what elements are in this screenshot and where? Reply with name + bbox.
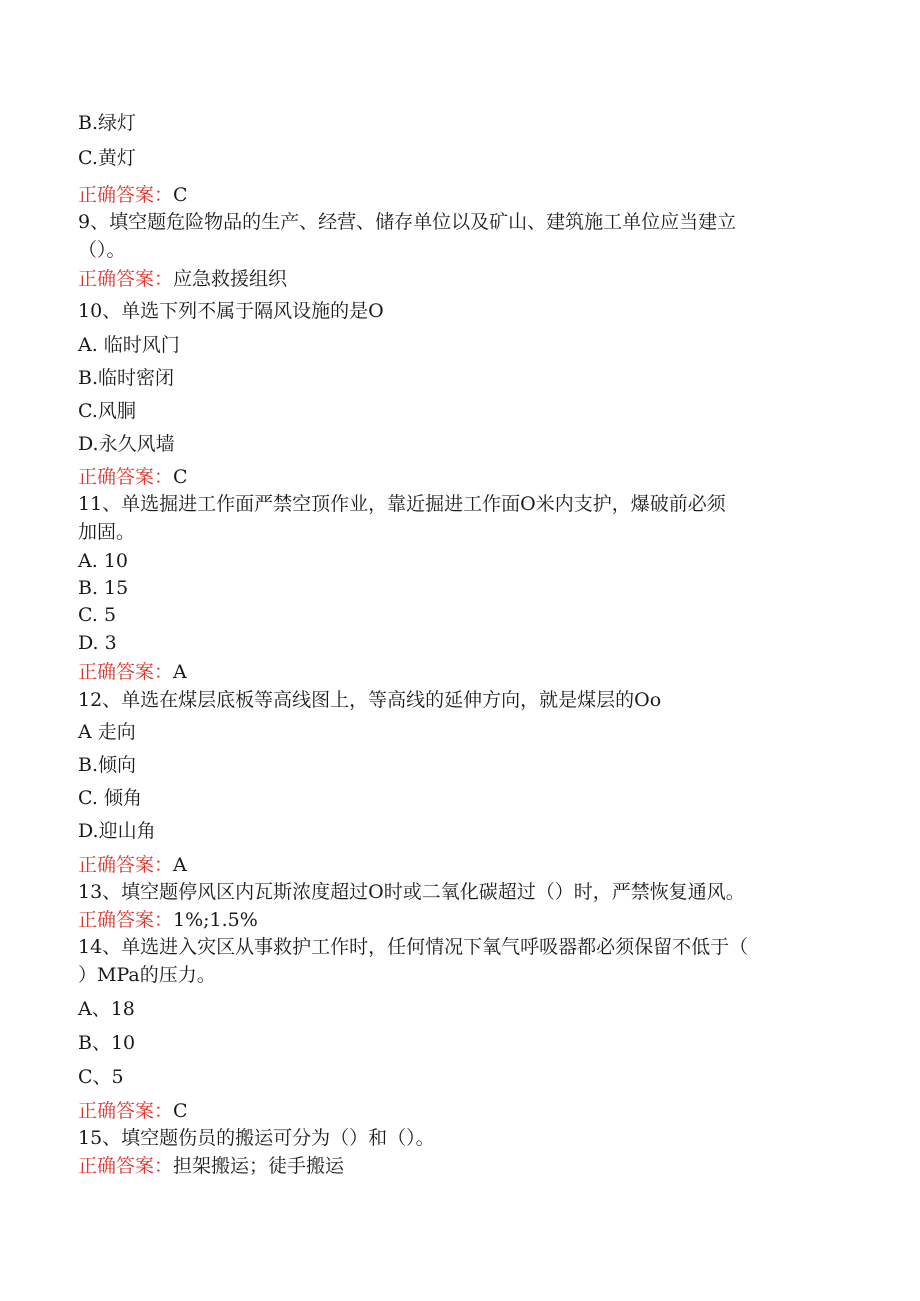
answer-value: C — [173, 184, 188, 206]
option-c-q14: C、5 — [78, 1066, 124, 1088]
question-11-line2: 加固。 — [78, 521, 136, 543]
option-d-q11: D. 3 — [78, 632, 117, 654]
question-13: 13、填空题停风区内瓦斯浓度超过O时或二氧化碳超过（）时，严禁恢复通风。 — [78, 881, 745, 903]
answer-q8 — [78, 183, 188, 207]
answer-value: C — [173, 1100, 188, 1122]
answer-label: 正确答案： — [78, 1155, 174, 1177]
answer-q10 — [78, 465, 188, 489]
answer-q11 — [78, 660, 187, 684]
question-10: 10、单选下列不属于隔风设施的是O — [78, 300, 384, 322]
answer-value: A — [173, 854, 187, 876]
option-b-q14: B、10 — [78, 1032, 136, 1054]
option-b-q10: B.临时密闭 — [78, 367, 175, 389]
answer-value: C — [173, 466, 188, 488]
answer-q12 — [78, 853, 187, 877]
option-b-q11: B. 15 — [78, 577, 129, 599]
option-b-q8: B.绿灯 — [78, 112, 137, 134]
answer-q14 — [78, 1099, 188, 1123]
answer-q15 — [78, 1154, 344, 1178]
option-a-q11: A. 10 — [78, 550, 128, 572]
option-c-q11: C. 5 — [78, 604, 117, 626]
option-c-q8: C.黄灯 — [78, 147, 136, 169]
option-a-q10: A. 临时风门 — [78, 334, 180, 356]
question-9-line2: （）。 — [78, 239, 126, 261]
question-12: 12、单选在煤层底板等高线图上，等高线的延伸方向，就是煤层的Oo — [78, 689, 662, 711]
answer-value: A — [173, 661, 187, 683]
option-c-q10: C.风胴 — [78, 400, 136, 422]
answer-label: 正确答案： — [78, 268, 174, 290]
question-11-line1: 11、单选掘进工作面严禁空顶作业，靠近掘进工作面O米内支护，爆破前必须 — [78, 493, 726, 515]
answer-label: 正确答案： — [78, 1100, 174, 1122]
answer-label: 正确答案： — [78, 854, 174, 876]
answer-q13 — [78, 908, 258, 932]
answer-value: 1%;1.5% — [173, 909, 258, 931]
question-14-line1: 14、单选进入灾区从事救护工作时，任何情况下氧气呼吸器都必须保留不低于（ — [78, 936, 749, 958]
answer-label: 正确答案： — [78, 661, 174, 683]
question-9-line1: 9、填空题危险物品的生产、经营、储存单位以及矿山、建筑施工单位应当建立 — [78, 211, 737, 233]
answer-label: 正确答案： — [78, 184, 174, 206]
option-b-q12: B.倾向 — [78, 754, 137, 776]
answer-value: 应急救援组织 — [173, 268, 288, 290]
option-d-q10: D.永久风墙 — [78, 433, 175, 455]
question-14-line2: ）MPa的压力。 — [78, 964, 216, 986]
answer-label: 正确答案： — [78, 909, 174, 931]
option-d-q12: D.迎山角 — [78, 820, 156, 842]
answer-value: 担架搬运；徒手搬运 — [173, 1155, 345, 1177]
option-c-q12: C. 倾角 — [78, 787, 142, 809]
option-a-q12: A 走向 — [78, 721, 136, 743]
answer-label: 正确答案： — [78, 466, 174, 488]
option-a-q14: A、18 — [78, 998, 135, 1020]
question-15: 15、填空题伤员的搬运可分为（）和（）。 — [78, 1127, 435, 1149]
answer-q9 — [78, 267, 287, 291]
